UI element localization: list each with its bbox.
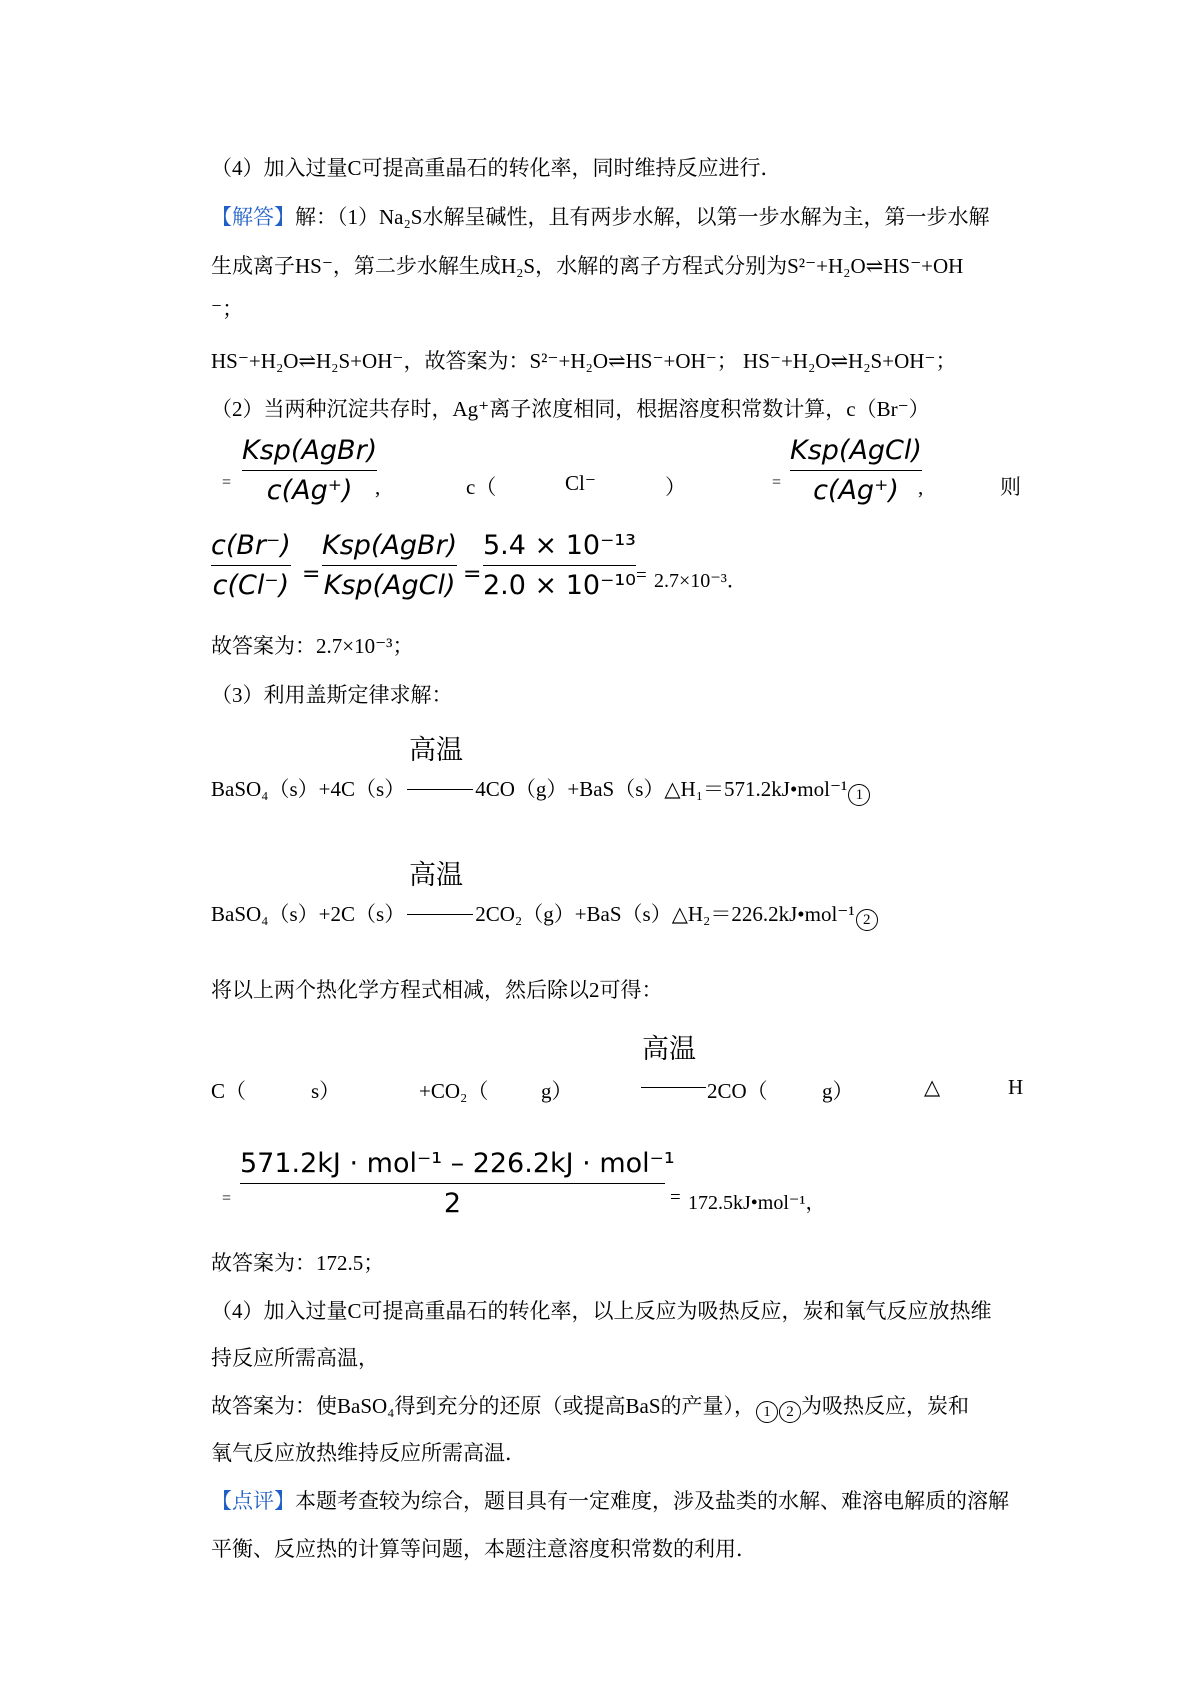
eq3-part: C（ bbox=[211, 1079, 247, 1103]
equals-sign: = bbox=[772, 474, 782, 491]
numerator: Ksp(AgBr) bbox=[322, 530, 458, 561]
text-line: ⁻； bbox=[211, 297, 244, 321]
equals-sign: = bbox=[636, 565, 647, 586]
equals-sign: = bbox=[222, 474, 232, 491]
comma: , bbox=[918, 475, 924, 499]
fraction-bar bbox=[483, 565, 636, 566]
fraction-ratio bbox=[211, 530, 291, 601]
eq3-part: g） bbox=[822, 1079, 854, 1103]
then-label: 则 bbox=[1000, 475, 1021, 499]
text-span: 为吸热反应，炭和 bbox=[801, 1394, 969, 1418]
numerator: Ksp(AgCl) bbox=[790, 435, 922, 466]
equation-2 bbox=[211, 904, 878, 931]
equation-rhs: 4CO（g）+BaS（s）△H₁＝571.2kJ•mol⁻¹ bbox=[475, 777, 848, 801]
answer-tag: 【解答】 bbox=[211, 205, 295, 229]
reaction-arrow bbox=[407, 789, 473, 790]
fraction-ksp-agcl bbox=[790, 435, 922, 506]
fraction-ksp-agbr bbox=[242, 435, 377, 506]
numerator: Ksp(AgBr) bbox=[242, 435, 378, 466]
fraction-bar bbox=[211, 565, 291, 566]
text-line: 故答案为：2.7×10⁻³； bbox=[211, 634, 414, 658]
eq3-part: g） bbox=[541, 1079, 573, 1103]
text-span: 解：（1）Na₂S水解呈碱性，且有两步水解，以第一步水解为主，第一步水解 bbox=[295, 205, 990, 229]
comma: , bbox=[375, 475, 381, 499]
eq3-part: +CO₂（ bbox=[419, 1079, 489, 1103]
reaction-arrow bbox=[641, 1087, 706, 1088]
fraction-delta-h bbox=[240, 1148, 675, 1219]
text-line: 氧气反应放热维持反应所需高温． bbox=[211, 1441, 526, 1465]
text-span: 本题考查较为综合，题目具有一定难度，涉及盐类的水解、难溶电解质的溶解 bbox=[295, 1489, 1009, 1513]
condition-label: 高温 bbox=[409, 735, 463, 766]
c-open: c（ bbox=[466, 475, 497, 499]
text-line: HS⁻+H₂O⇌H₂S+OH⁻，故答案为：S²⁻+H₂O⇌HS⁻+OH⁻； HS⁻+H₂O⇌H₂S+OH⁻； bbox=[211, 349, 957, 373]
equals-sign: = bbox=[222, 1190, 232, 1207]
text-line: （3）利用盖斯定律求解： bbox=[211, 683, 453, 707]
eq3-part: s） bbox=[311, 1079, 341, 1103]
numerator bbox=[240, 1148, 675, 1179]
fraction-bar bbox=[322, 565, 457, 566]
text-line: （2）当两种沉淀共存时，Ag⁺离子浓度相同，根据溶度积常数计算，c（Br⁻） bbox=[211, 397, 930, 421]
circled-number: 1 bbox=[756, 1401, 778, 1423]
denominator: Ksp(AgCl) bbox=[323, 570, 456, 601]
equation-rhs: 2CO₂（g）+BaS（s）△H₂＝226.2kJ•mol⁻¹ bbox=[475, 902, 855, 926]
fraction-bar bbox=[240, 1183, 665, 1184]
text-line: 生成离子HS⁻，第二步水解生成H₂S，水解的离子方程式分别为S²⁻+H₂O⇌HS⁻+OH bbox=[211, 254, 964, 278]
fraction-values bbox=[483, 530, 636, 601]
denominator: c(Cl⁻) bbox=[212, 570, 290, 601]
comment-tag: 【点评】 bbox=[211, 1489, 295, 1513]
text-line: 将以上两个热化学方程式相减，然后除以2可得： bbox=[211, 978, 663, 1002]
text-line: （4）加入过量C可提高重晶石的转化率，以上反应为吸热反应，炭和氧气反应放热维 bbox=[211, 1299, 992, 1323]
condition-label: 高温 bbox=[642, 1034, 696, 1065]
condition-label: 高温 bbox=[409, 860, 463, 891]
denominator: c(Ag⁺) bbox=[266, 475, 353, 506]
text-line: 平衡、反应热的计算等问题，本题注意溶度积常数的利用． bbox=[211, 1537, 757, 1561]
numerator: c(Br⁻) bbox=[211, 530, 291, 561]
denominator: 2 bbox=[443, 1188, 462, 1219]
numerator: 5.4 × 10⁻¹³ bbox=[483, 530, 636, 561]
equation-lhs: BaSO₄（s）+4C（s） bbox=[211, 777, 406, 801]
text-line: （4）加入过量C可提高重晶石的转化率，同时维持反应进行． bbox=[211, 156, 782, 180]
answer-line bbox=[211, 207, 989, 228]
comment-line bbox=[211, 1491, 1009, 1512]
delta-h-result: 172.5kJ•mol⁻¹， bbox=[688, 1192, 826, 1214]
eq3-part: H bbox=[1008, 1075, 1024, 1099]
numerator-text: 571.2kJ · mol⁻¹ – 226.2kJ · mol⁻¹ bbox=[240, 1148, 675, 1179]
text-line bbox=[211, 1396, 969, 1423]
circled-number: 2 bbox=[856, 909, 878, 931]
eq3-part: 2CO（ bbox=[707, 1079, 768, 1103]
c-close: ） bbox=[665, 475, 686, 499]
circled-number: 1 bbox=[848, 784, 870, 806]
chloride-label: Cl⁻ bbox=[565, 471, 596, 495]
ratio-result: 2.7×10⁻³． bbox=[654, 570, 747, 592]
reaction-arrow bbox=[407, 914, 473, 915]
fraction-ksp-ratio bbox=[322, 530, 457, 601]
fraction-bar bbox=[790, 470, 922, 471]
equation-1 bbox=[211, 779, 870, 806]
equation-lhs: BaSO₄（s）+2C（s） bbox=[211, 902, 406, 926]
text-line: 持反应所需高温， bbox=[211, 1346, 379, 1370]
denominator: 2.0 × 10⁻¹⁰ bbox=[483, 570, 636, 601]
delta-symbol: △ bbox=[924, 1075, 941, 1099]
circled-number: 2 bbox=[779, 1401, 801, 1423]
fraction-bar bbox=[242, 470, 377, 471]
equals-sign: = bbox=[670, 1187, 681, 1208]
text-span: 故答案为：使BaSO₄得到充分的还原（或提高BaS的产量）， bbox=[211, 1394, 755, 1418]
denominator: c(Ag⁺) bbox=[813, 475, 899, 506]
equals-sign: = bbox=[302, 562, 321, 587]
text-line: 故答案为：172.5； bbox=[211, 1251, 385, 1275]
equals-sign: = bbox=[463, 562, 482, 587]
